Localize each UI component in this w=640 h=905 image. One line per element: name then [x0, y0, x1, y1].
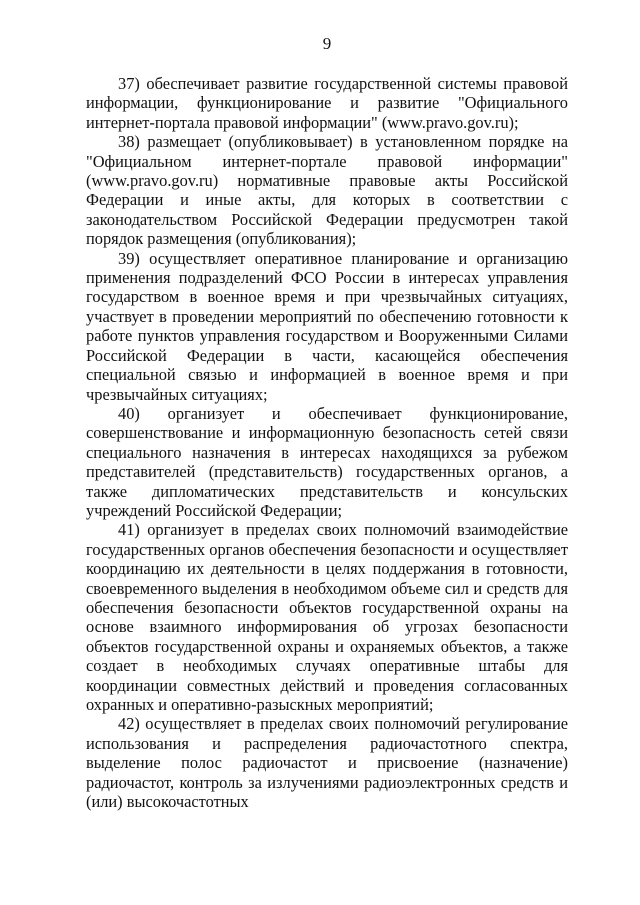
paragraph-37: 37) обеспечивает развитие государственной системы правовой информации, функционирование и развитие "Официального интернет-портала правовой информации" (www.pravo.gov.ru);	[86, 74, 568, 132]
paragraph-41: 41) организует в пределах своих полномочий взаимодействие государственных органов обеспечения безопасности и осуществляет координацию их деятельности в целях поддержания в готовности, своевременного выделения в необходимом объеме сил и средств для обеспечения безопасности объектов государственной охраны на основе взаимного информирования об угрозах безопасности объектов государственной охраны и охраняемых объектов, а также создает в необходимых случаях оперативные штабы для координации совместных действий и проведения согласованных охранных и оперативно-разыскных мероприятий;	[86, 520, 568, 714]
paragraph-38: 38) размещает (опубликовывает) в установленном порядке на "Официальном интернет-портале правовой информации" (www.pravo.gov.ru) нормативные правовые акты Российской Федерации и иные акты, для которых в соответствии с законодательством Российской Федерации предусмотрен такой порядок размещения (опубликования);	[86, 132, 568, 249]
page-number: 9	[322, 34, 332, 53]
paragraph-42: 42) осуществляет в пределах своих полномочий регулирование использования и распределения радиочастотного спектра, выделение полос радиочастот и присвоение (назначение) радиочастот, контроль за излучениями радиоэлектронных средств и (или) высокочастотных	[86, 714, 568, 812]
paragraph-39: 39) осуществляет оперативное планирование и организацию применения подразделений ФСО России в интересах управления государством в военное время и при чрезвычайных ситуациях, участвует в проведении мероприятий по обеспечению готовности к работе пунктов управления государством и Вооруженными Силами Российской Федерации в части, касающейся обеспечения специальной связью и информацией в военное время и при чрезвычайных ситуациях;	[86, 248, 568, 404]
paragraph-40: 40) организует и обеспечивает функционирование, совершенствование и информационную безопасность сетей связи специального назначения в интересах находящихся за рубежом представителей (представительств) государственных органов, а также дипломатических представительств и консульских учреждений Российской Федерации;	[86, 403, 568, 520]
